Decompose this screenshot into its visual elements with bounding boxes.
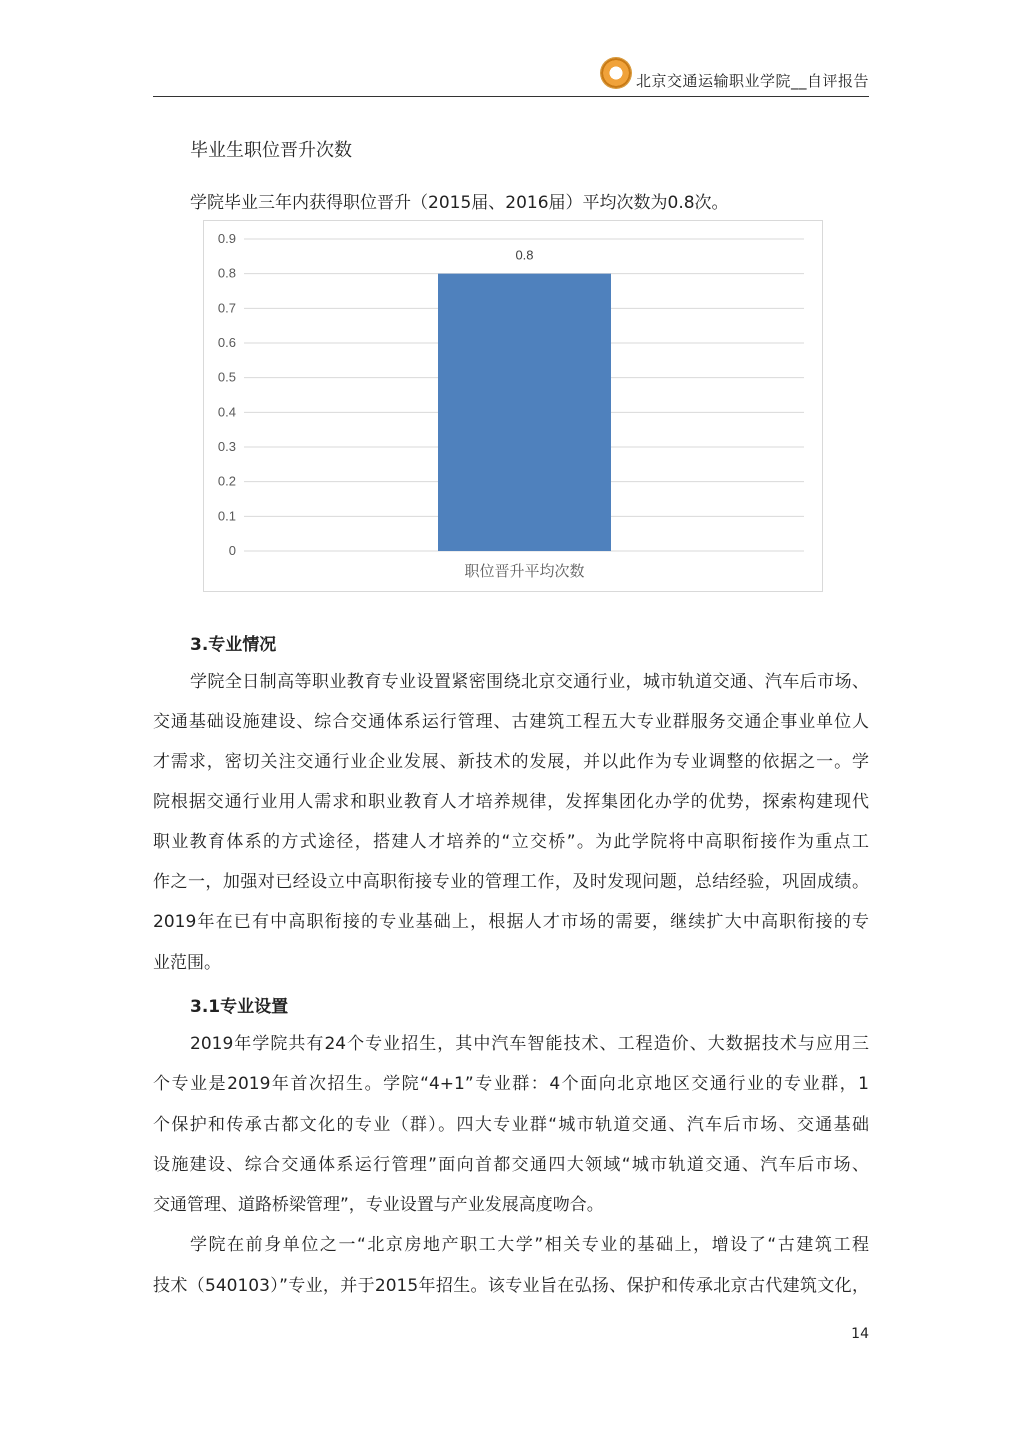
chart-svg xyxy=(204,221,822,591)
para1-line-6: 作之一，加强对已经设立中高职衔接专业的管理工作，及时发现问题，总结经验，巩固成绩。 xyxy=(153,872,869,892)
y-tick-label-1: 0.1 xyxy=(217,508,236,524)
y-tick-label-6: 0.6 xyxy=(217,335,236,350)
section-title: 毕业生职位晋升次数 xyxy=(190,140,352,161)
para3-line-1: 学院在前身单位之一“北京房地产职工大学”相关专业的基础上，增设了“古建筑工程 xyxy=(190,1235,869,1255)
heading-major-setup: 3.1专业设置 xyxy=(190,997,289,1017)
y-tick-label-4: 0.4 xyxy=(217,404,236,420)
y-tick-label-5: 0.5 xyxy=(217,369,236,385)
bar-0 xyxy=(438,274,611,551)
y-tick-label-8: 0.8 xyxy=(217,265,236,281)
para1-line-8: 业范围。 xyxy=(153,953,221,973)
page-number: 14 xyxy=(851,1326,869,1342)
college-logo-icon xyxy=(601,58,631,88)
para1-line-4: 院根据交通行业用人需求和职业教育人才培养规律，发挥集团化办学的优势，探索构建现代 xyxy=(153,792,869,812)
promotion-bar-chart xyxy=(203,220,823,592)
para2-line-3: 个保护和传承古都文化的专业（群）。四大专业群“城市轨道交通、汽车后市场、交通基础 xyxy=(153,1115,869,1135)
chart-intro-text: 学院毕业三年内获得职位晋升（2015届、2016届）平均次数为0.8次。 xyxy=(190,193,729,213)
y-tick-label-0: 0 xyxy=(228,543,236,558)
data-label-0: 0.8 xyxy=(515,247,534,263)
y-tick-label-2: 0.2 xyxy=(217,473,236,489)
para1-line-5: 职业教育体系的方式途径，搭建人才培养的“立交桥”。为此学院将中高职衔接作为重点工 xyxy=(153,832,869,852)
y-tick-label-9: 0.9 xyxy=(217,231,236,246)
para3-line-2: 技术（540103）”专业，并于2015年招生。该专业旨在弘扬、保护和传承北京古代建筑文化， xyxy=(153,1276,869,1296)
y-tick-label-3: 0.3 xyxy=(217,439,236,454)
para1-line-1: 学院全日制高等职业教育专业设置紧密围绕北京交通行业，城市轨道交通、汽车后市场、 xyxy=(190,672,869,692)
para1-line-7: 2019年在已有中高职衔接的专业基础上，根据人才市场的需要，继续扩大中高职衔接的专 xyxy=(153,912,869,932)
para2-line-4: 设施建设、综合交通体系运行管理”面向首都交通四大领域“城市轨道交通、汽车后市场、 xyxy=(153,1155,869,1175)
x-category-label-0: 职位晋升平均次数 xyxy=(464,562,585,580)
heading-major-situation: 3.专业情况 xyxy=(190,635,277,655)
para1-line-2: 交通基础设施建设、综合交通体系运行管理、古建筑工程五大专业群服务交通企事业单位人 xyxy=(153,712,869,732)
para2-line-1: 2019年学院共有24个专业招生，其中汽车智能技术、工程造价、大数据技术与应用三 xyxy=(190,1034,869,1054)
para2-line-2: 个专业是2019年首次招生。学院“4+1”专业群：4个面向北京地区交通行业的专业群，1 xyxy=(153,1074,869,1094)
para1-line-3: 才需求，密切关注交通行业企业发展、新技术的发展，并以此作为专业调整的依据之一。学 xyxy=(153,752,869,772)
page-header xyxy=(153,56,869,97)
para2-line-5: 交通管理、道路桥梁管理”，专业设置与产业发展高度吻合。 xyxy=(153,1195,604,1215)
header-title: 北京交通运输职业学院__自评报告 xyxy=(635,72,869,90)
y-tick-label-7: 0.7 xyxy=(217,300,236,316)
